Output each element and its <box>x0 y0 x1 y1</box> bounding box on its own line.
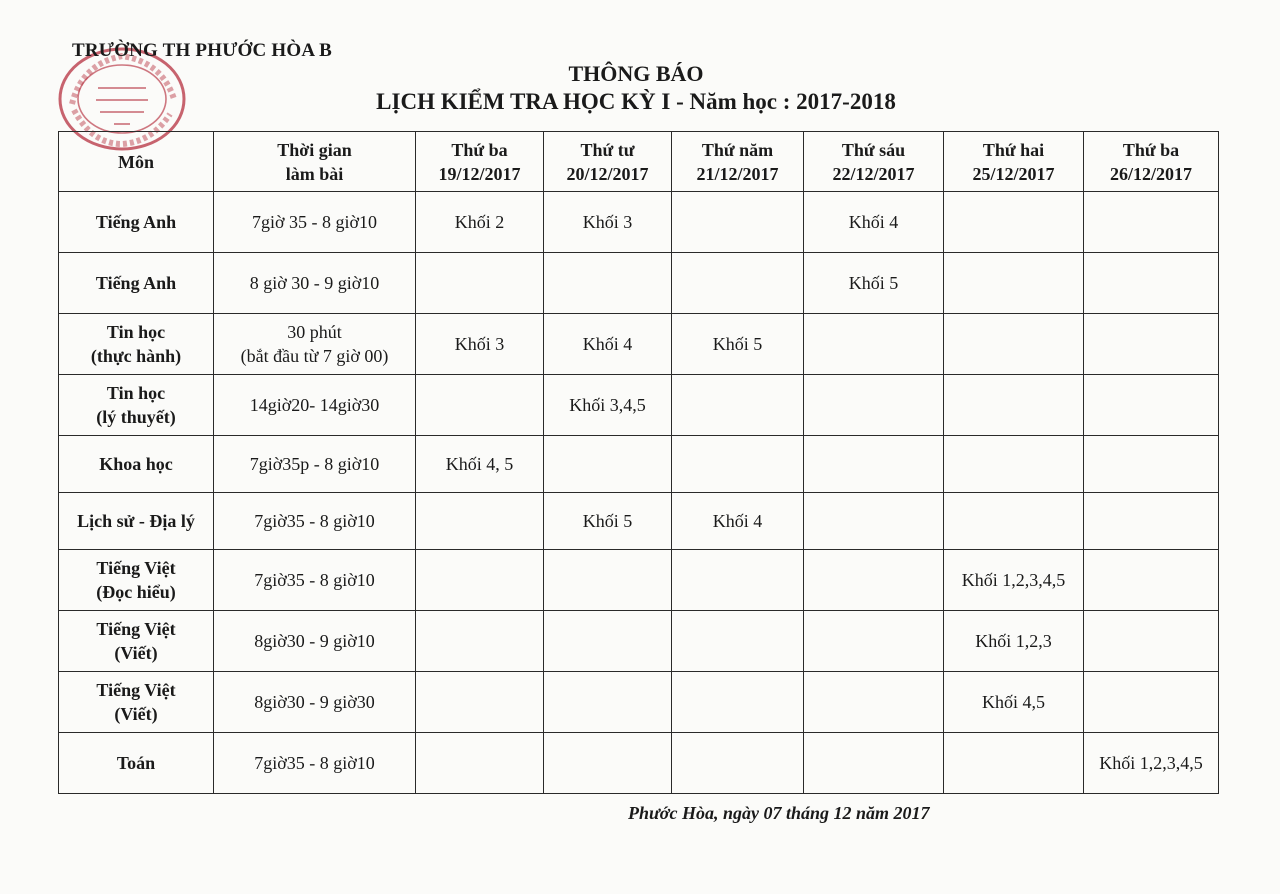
day-cell-1: Khối 4, 5 <box>416 436 544 493</box>
subject-line2: (Đọc hiểu) <box>96 582 176 602</box>
time-cell <box>214 493 416 550</box>
time-line1: 7giờ 35 - 8 giờ10 <box>251 212 378 232</box>
day-cell-4 <box>804 550 944 611</box>
time-line1: 14giờ20- 14giờ30 <box>249 395 380 415</box>
day-cell-5: Khối 4,5 <box>944 672 1084 733</box>
day-cell-2: Khối 3,4,5 <box>544 375 672 436</box>
table-row <box>59 314 1219 375</box>
table-row <box>59 493 1219 550</box>
day-cell-6 <box>1084 550 1219 611</box>
day-cell-4: Khối 4 <box>804 192 944 253</box>
subject-line1: Lịch sử - Địa lý <box>77 511 195 531</box>
header-time <box>214 132 416 192</box>
header-day-2: Thứ tư 20/12/2017 <box>544 132 672 192</box>
day-cell-2 <box>544 550 672 611</box>
day-cell-3 <box>672 192 804 253</box>
day-cell-6 <box>1084 192 1219 253</box>
time-line1: 30 phút <box>287 322 342 342</box>
subject-line2: (Viết) <box>114 704 158 724</box>
time-line1: 8 giờ 30 - 9 giờ10 <box>249 273 380 293</box>
header-day-1: Thứ ba 19/12/2017 <box>416 132 544 192</box>
day-cell-2: Khối 3 <box>544 192 672 253</box>
subject-cell <box>59 611 214 672</box>
day-cell-3 <box>672 375 804 436</box>
day-cell-3 <box>672 253 804 314</box>
day-cell-5: Khối 1,2,3 <box>944 611 1084 672</box>
day-cell-2: Khối 5 <box>544 493 672 550</box>
day-cell-5 <box>944 436 1084 493</box>
subject-cell <box>59 436 214 493</box>
day-cell-6 <box>1084 493 1219 550</box>
day-cell-1: Khối 2 <box>416 192 544 253</box>
day-cell-5 <box>944 192 1084 253</box>
day-cell-6 <box>1084 611 1219 672</box>
day-cell-6 <box>1084 253 1219 314</box>
day-cell-5: Khối 1,2,3,4,5 <box>944 550 1084 611</box>
page-subtitle: LỊCH KIỂM TRA HỌC KỲ I - Năm học : 2017-2018 <box>376 89 896 114</box>
day-cell-3 <box>672 436 804 493</box>
header-day-6: Thứ ba 26/12/2017 <box>1084 132 1219 192</box>
time-line1: 7giờ35 - 8 giờ10 <box>254 753 375 773</box>
time-cell <box>214 192 416 253</box>
subject-line2: (lý thuyết) <box>96 407 176 427</box>
subject-line1: Tiếng Việt <box>96 619 176 639</box>
table-row <box>59 436 1219 493</box>
time-cell <box>214 550 416 611</box>
subject-line1: Khoa học <box>99 454 173 474</box>
time-line1: 8giờ30 - 9 giờ10 <box>254 631 375 651</box>
day-cell-4 <box>804 436 944 493</box>
day-cell-2 <box>544 733 672 794</box>
subject-line1: Tin học <box>106 322 166 342</box>
table-header-row <box>59 132 1219 192</box>
time-cell <box>214 253 416 314</box>
table-row <box>59 733 1219 794</box>
day-cell-6: Khối 1,2,3,4,5 <box>1084 733 1219 794</box>
table-row <box>59 672 1219 733</box>
school-name: TRƯỜNG TH PHƯỚC HÒA B <box>72 40 333 61</box>
day-cell-3 <box>672 611 804 672</box>
day-cell-1 <box>416 493 544 550</box>
day-cell-1 <box>416 253 544 314</box>
time-cell <box>214 733 416 794</box>
table-row <box>59 253 1219 314</box>
day-cell-4: Khối 5 <box>804 253 944 314</box>
day-cell-3 <box>672 550 804 611</box>
day-cell-4 <box>804 314 944 375</box>
day-cell-5 <box>944 375 1084 436</box>
place-date: Phước Hòa, ngày 07 tháng 12 năm 2017 <box>628 803 930 823</box>
subject-cell <box>59 550 214 611</box>
subject-cell <box>59 672 214 733</box>
day-cell-1: Khối 3 <box>416 314 544 375</box>
header-time-line2: làm bài <box>285 163 344 184</box>
day-cell-6 <box>1084 375 1219 436</box>
header-day-4: Thứ sáu 22/12/2017 <box>804 132 944 192</box>
header-day-5: Thứ hai 25/12/2017 <box>944 132 1084 192</box>
subject-line1: Tin học <box>106 383 166 403</box>
time-line2: (bắt đầu từ 7 giờ 00) <box>240 346 389 366</box>
header-subject: Môn <box>59 132 214 192</box>
time-cell <box>214 314 416 375</box>
subject-cell <box>59 493 214 550</box>
page-title: THÔNG BÁO <box>568 61 704 86</box>
time-cell <box>214 436 416 493</box>
day-cell-5 <box>944 253 1084 314</box>
day-cell-4 <box>804 375 944 436</box>
time-line1: 8giờ30 - 9 giờ30 <box>254 692 375 712</box>
day-cell-2: Khối 4 <box>544 314 672 375</box>
day-cell-1 <box>416 611 544 672</box>
day-cell-4 <box>804 493 944 550</box>
day-cell-2 <box>544 611 672 672</box>
day-cell-1 <box>416 550 544 611</box>
exam-schedule-table <box>58 131 1219 794</box>
day-cell-2 <box>544 253 672 314</box>
subject-cell <box>59 314 214 375</box>
day-cell-2 <box>544 436 672 493</box>
header-day-3: Thứ năm 21/12/2017 <box>672 132 804 192</box>
table-row <box>59 192 1219 253</box>
day-cell-2 <box>544 672 672 733</box>
time-line1: 7giờ35p - 8 giờ10 <box>249 454 380 474</box>
subject-line1: Toán <box>116 753 156 773</box>
day-cell-1 <box>416 375 544 436</box>
subject-line2: (thực hành) <box>90 346 182 366</box>
subject-line2: (Viết) <box>114 643 158 663</box>
subject-line1: Tiếng Anh <box>95 212 177 232</box>
time-line1: 7giờ35 - 8 giờ10 <box>254 570 375 590</box>
time-cell <box>214 672 416 733</box>
day-cell-4 <box>804 672 944 733</box>
subject-line1: Tiếng Việt <box>96 558 176 578</box>
day-cell-3 <box>672 672 804 733</box>
table-row <box>59 550 1219 611</box>
day-cell-4 <box>804 611 944 672</box>
table-row <box>59 611 1219 672</box>
day-cell-4 <box>804 733 944 794</box>
day-cell-6 <box>1084 436 1219 493</box>
day-cell-3: Khối 4 <box>672 493 804 550</box>
day-cell-5 <box>944 493 1084 550</box>
day-cell-3 <box>672 733 804 794</box>
subject-cell <box>59 192 214 253</box>
subject-cell <box>59 733 214 794</box>
header-time-line1: Thời gian <box>277 139 352 160</box>
subject-line1: Tiếng Việt <box>96 680 176 700</box>
day-cell-1 <box>416 672 544 733</box>
subject-line1: Tiếng Anh <box>95 273 177 293</box>
day-cell-5 <box>944 733 1084 794</box>
day-cell-6 <box>1084 314 1219 375</box>
day-cell-5 <box>944 314 1084 375</box>
subject-cell <box>59 253 214 314</box>
time-line1: 7giờ35 - 8 giờ10 <box>254 511 375 531</box>
time-cell <box>214 611 416 672</box>
day-cell-3: Khối 5 <box>672 314 804 375</box>
subject-cell <box>59 375 214 436</box>
day-cell-6 <box>1084 672 1219 733</box>
time-cell <box>214 375 416 436</box>
table-row <box>59 375 1219 436</box>
day-cell-1 <box>416 733 544 794</box>
